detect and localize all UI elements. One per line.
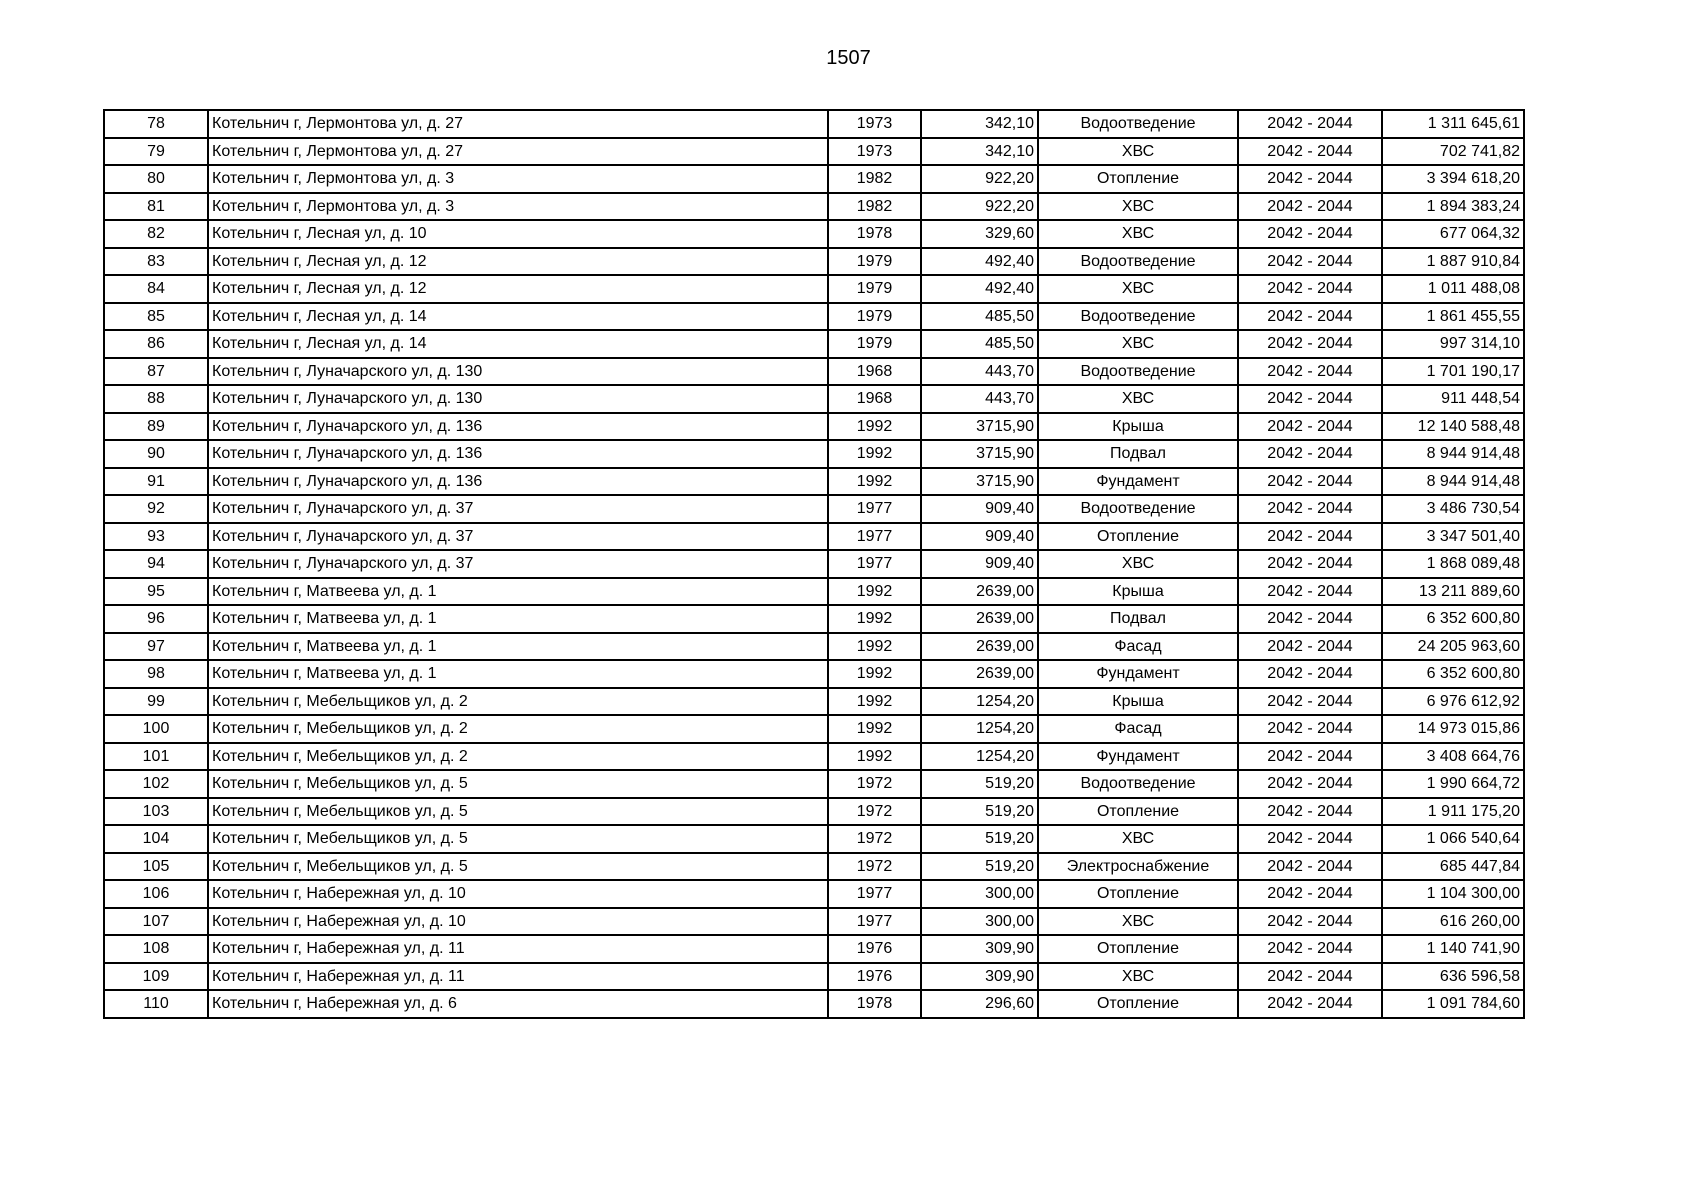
address-cell: Котельнич г, Лермонтова ул, д. 27 (208, 110, 828, 138)
address-cell: Котельнич г, Луначарского ул, д. 136 (208, 413, 828, 441)
period-cell: 2042 - 2044 (1238, 798, 1382, 826)
cost-cell: 12 140 588,48 (1382, 413, 1524, 441)
period-cell: 2042 - 2044 (1238, 523, 1382, 551)
period-cell: 2042 - 2044 (1238, 715, 1382, 743)
work-type-cell: Крыша (1038, 578, 1238, 606)
row-number-cell: 90 (104, 440, 208, 468)
work-type-cell: Фундамент (1038, 660, 1238, 688)
address-cell: Котельнич г, Лесная ул, д. 12 (208, 248, 828, 276)
area-cell: 2639,00 (921, 605, 1038, 633)
cost-cell: 1 887 910,84 (1382, 248, 1524, 276)
address-cell: Котельнич г, Мебельщиков ул, д. 2 (208, 715, 828, 743)
work-type-cell: ХВС (1038, 550, 1238, 578)
period-cell: 2042 - 2044 (1238, 495, 1382, 523)
work-type-cell: Водоотведение (1038, 770, 1238, 798)
address-cell: Котельнич г, Мебельщиков ул, д. 5 (208, 825, 828, 853)
year-cell: 1977 (828, 908, 921, 936)
area-cell: 519,20 (921, 798, 1038, 826)
address-cell: Котельнич г, Луначарского ул, д. 37 (208, 550, 828, 578)
row-number-cell: 81 (104, 193, 208, 221)
table-row (104, 385, 1524, 413)
table-row (104, 413, 1524, 441)
table-row (104, 908, 1524, 936)
address-cell: Котельнич г, Луначарского ул, д. 136 (208, 440, 828, 468)
work-type-cell: Фасад (1038, 715, 1238, 743)
year-cell: 1973 (828, 110, 921, 138)
work-type-cell: Водоотведение (1038, 358, 1238, 386)
cost-cell: 14 973 015,86 (1382, 715, 1524, 743)
year-cell: 1979 (828, 275, 921, 303)
work-type-cell: Фасад (1038, 633, 1238, 661)
period-cell: 2042 - 2044 (1238, 853, 1382, 881)
period-cell: 2042 - 2044 (1238, 825, 1382, 853)
area-cell: 519,20 (921, 770, 1038, 798)
table-row (104, 853, 1524, 881)
address-cell: Котельнич г, Луначарского ул, д. 37 (208, 523, 828, 551)
table-row (104, 688, 1524, 716)
row-number-cell: 100 (104, 715, 208, 743)
cost-cell: 636 596,58 (1382, 963, 1524, 991)
period-cell: 2042 - 2044 (1238, 440, 1382, 468)
table-row (104, 110, 1524, 138)
row-number-cell: 106 (104, 880, 208, 908)
address-cell: Котельнич г, Лесная ул, д. 14 (208, 303, 828, 331)
row-number-cell: 93 (104, 523, 208, 551)
row-number-cell: 79 (104, 138, 208, 166)
year-cell: 1978 (828, 220, 921, 248)
table-row (104, 660, 1524, 688)
cost-cell: 1 011 488,08 (1382, 275, 1524, 303)
period-cell: 2042 - 2044 (1238, 330, 1382, 358)
address-cell: Котельнич г, Набережная ул, д. 11 (208, 935, 828, 963)
area-cell: 485,50 (921, 303, 1038, 331)
period-cell: 2042 - 2044 (1238, 633, 1382, 661)
period-cell: 2042 - 2044 (1238, 743, 1382, 771)
row-number-cell: 108 (104, 935, 208, 963)
work-type-cell: ХВС (1038, 908, 1238, 936)
address-cell: Котельнич г, Мебельщиков ул, д. 5 (208, 798, 828, 826)
row-number-cell: 109 (104, 963, 208, 991)
area-cell: 492,40 (921, 275, 1038, 303)
cost-cell: 1 894 383,24 (1382, 193, 1524, 221)
area-cell: 3715,90 (921, 413, 1038, 441)
area-cell: 3715,90 (921, 440, 1038, 468)
period-cell: 2042 - 2044 (1238, 110, 1382, 138)
area-cell: 300,00 (921, 908, 1038, 936)
area-cell: 485,50 (921, 330, 1038, 358)
year-cell: 1979 (828, 330, 921, 358)
period-cell: 2042 - 2044 (1238, 138, 1382, 166)
cost-cell: 1 140 741,90 (1382, 935, 1524, 963)
row-number-cell: 84 (104, 275, 208, 303)
area-cell: 3715,90 (921, 468, 1038, 496)
address-cell: Котельнич г, Луначарского ул, д. 130 (208, 385, 828, 413)
period-cell: 2042 - 2044 (1238, 248, 1382, 276)
year-cell: 1978 (828, 990, 921, 1018)
year-cell: 1992 (828, 605, 921, 633)
area-cell: 909,40 (921, 550, 1038, 578)
period-cell: 2042 - 2044 (1238, 990, 1382, 1018)
table-row (104, 248, 1524, 276)
year-cell: 1973 (828, 138, 921, 166)
row-number-cell: 83 (104, 248, 208, 276)
address-cell: Котельнич г, Мебельщиков ул, д. 2 (208, 688, 828, 716)
address-cell: Котельнич г, Мебельщиков ул, д. 2 (208, 743, 828, 771)
page-number: 1507 (826, 47, 871, 69)
work-type-cell: Отопление (1038, 523, 1238, 551)
year-cell: 1977 (828, 523, 921, 551)
row-number-cell: 105 (104, 853, 208, 881)
year-cell: 1977 (828, 880, 921, 908)
area-cell: 2639,00 (921, 633, 1038, 661)
cost-cell: 8 944 914,48 (1382, 468, 1524, 496)
work-type-cell: ХВС (1038, 385, 1238, 413)
cost-cell: 1 311 645,61 (1382, 110, 1524, 138)
table-row (104, 880, 1524, 908)
work-type-cell: Водоотведение (1038, 110, 1238, 138)
year-cell: 1972 (828, 798, 921, 826)
year-cell: 1977 (828, 495, 921, 523)
work-type-cell: Подвал (1038, 440, 1238, 468)
address-cell: Котельнич г, Набережная ул, д. 10 (208, 880, 828, 908)
year-cell: 1992 (828, 468, 921, 496)
period-cell: 2042 - 2044 (1238, 688, 1382, 716)
year-cell: 1976 (828, 963, 921, 991)
cost-cell: 616 260,00 (1382, 908, 1524, 936)
period-cell: 2042 - 2044 (1238, 880, 1382, 908)
period-cell: 2042 - 2044 (1238, 908, 1382, 936)
cost-cell: 702 741,82 (1382, 138, 1524, 166)
table-row (104, 633, 1524, 661)
row-number-cell: 91 (104, 468, 208, 496)
work-type-cell: Отопление (1038, 880, 1238, 908)
row-number-cell: 92 (104, 495, 208, 523)
address-cell: Котельнич г, Лесная ул, д. 10 (208, 220, 828, 248)
table-row (104, 303, 1524, 331)
period-cell: 2042 - 2044 (1238, 303, 1382, 331)
year-cell: 1968 (828, 385, 921, 413)
address-cell: Котельнич г, Луначарского ул, д. 130 (208, 358, 828, 386)
work-type-cell: Крыша (1038, 413, 1238, 441)
area-cell: 492,40 (921, 248, 1038, 276)
area-cell: 342,10 (921, 138, 1038, 166)
work-type-cell: ХВС (1038, 963, 1238, 991)
work-type-cell: Отопление (1038, 935, 1238, 963)
address-cell: Котельнич г, Набережная ул, д. 10 (208, 908, 828, 936)
cost-cell: 6 352 600,80 (1382, 605, 1524, 633)
table-row (104, 275, 1524, 303)
year-cell: 1992 (828, 633, 921, 661)
address-cell: Котельнич г, Лермонтова ул, д. 27 (208, 138, 828, 166)
work-type-cell: Отопление (1038, 990, 1238, 1018)
year-cell: 1992 (828, 660, 921, 688)
table-row (104, 358, 1524, 386)
cost-cell: 1 911 175,20 (1382, 798, 1524, 826)
year-cell: 1972 (828, 853, 921, 881)
year-cell: 1992 (828, 413, 921, 441)
area-cell: 922,20 (921, 193, 1038, 221)
work-type-cell: Фундамент (1038, 743, 1238, 771)
cost-cell: 3 408 664,76 (1382, 743, 1524, 771)
table-row (104, 770, 1524, 798)
work-type-cell: ХВС (1038, 825, 1238, 853)
address-cell: Котельнич г, Луначарского ул, д. 136 (208, 468, 828, 496)
cost-cell: 997 314,10 (1382, 330, 1524, 358)
cost-cell: 3 347 501,40 (1382, 523, 1524, 551)
area-cell: 443,70 (921, 385, 1038, 413)
address-cell: Котельнич г, Лермонтова ул, д. 3 (208, 193, 828, 221)
register-table (103, 109, 1525, 1019)
year-cell: 1992 (828, 688, 921, 716)
work-type-cell: ХВС (1038, 193, 1238, 221)
work-type-cell: ХВС (1038, 220, 1238, 248)
period-cell: 2042 - 2044 (1238, 165, 1382, 193)
cost-cell: 911 448,54 (1382, 385, 1524, 413)
row-number-cell: 80 (104, 165, 208, 193)
year-cell: 1982 (828, 193, 921, 221)
table-row (104, 798, 1524, 826)
row-number-cell: 89 (104, 413, 208, 441)
row-number-cell: 95 (104, 578, 208, 606)
table-row (104, 440, 1524, 468)
address-cell: Котельнич г, Лесная ул, д. 12 (208, 275, 828, 303)
work-type-cell: Отопление (1038, 165, 1238, 193)
period-cell: 2042 - 2044 (1238, 468, 1382, 496)
year-cell: 1977 (828, 550, 921, 578)
address-cell: Котельнич г, Луначарского ул, д. 37 (208, 495, 828, 523)
work-type-cell: Водоотведение (1038, 495, 1238, 523)
address-cell: Котельнич г, Матвеева ул, д. 1 (208, 633, 828, 661)
row-number-cell: 110 (104, 990, 208, 1018)
row-number-cell: 99 (104, 688, 208, 716)
address-cell: Котельнич г, Набережная ул, д. 11 (208, 963, 828, 991)
table-row (104, 193, 1524, 221)
area-cell: 1254,20 (921, 688, 1038, 716)
period-cell: 2042 - 2044 (1238, 275, 1382, 303)
row-number-cell: 87 (104, 358, 208, 386)
area-cell: 1254,20 (921, 715, 1038, 743)
cost-cell: 1 990 664,72 (1382, 770, 1524, 798)
address-cell: Котельнич г, Лермонтова ул, д. 3 (208, 165, 828, 193)
table-row (104, 330, 1524, 358)
period-cell: 2042 - 2044 (1238, 770, 1382, 798)
work-type-cell: Отопление (1038, 798, 1238, 826)
table-row (104, 578, 1524, 606)
area-cell: 909,40 (921, 523, 1038, 551)
table-row (104, 550, 1524, 578)
cost-cell: 3 394 618,20 (1382, 165, 1524, 193)
row-number-cell: 78 (104, 110, 208, 138)
area-cell: 296,60 (921, 990, 1038, 1018)
cost-cell: 8 944 914,48 (1382, 440, 1524, 468)
cost-cell: 1 104 300,00 (1382, 880, 1524, 908)
work-type-cell: ХВС (1038, 275, 1238, 303)
cost-cell: 24 205 963,60 (1382, 633, 1524, 661)
area-cell: 519,20 (921, 853, 1038, 881)
area-cell: 909,40 (921, 495, 1038, 523)
address-cell: Котельнич г, Матвеева ул, д. 1 (208, 578, 828, 606)
table-row (104, 138, 1524, 166)
table-row (104, 523, 1524, 551)
year-cell: 1982 (828, 165, 921, 193)
table-row (104, 715, 1524, 743)
area-cell: 2639,00 (921, 660, 1038, 688)
period-cell: 2042 - 2044 (1238, 578, 1382, 606)
cost-cell: 1 091 784,60 (1382, 990, 1524, 1018)
cost-cell: 677 064,32 (1382, 220, 1524, 248)
period-cell: 2042 - 2044 (1238, 660, 1382, 688)
area-cell: 329,60 (921, 220, 1038, 248)
year-cell: 1968 (828, 358, 921, 386)
row-number-cell: 97 (104, 633, 208, 661)
period-cell: 2042 - 2044 (1238, 358, 1382, 386)
period-cell: 2042 - 2044 (1238, 963, 1382, 991)
row-number-cell: 82 (104, 220, 208, 248)
row-number-cell: 103 (104, 798, 208, 826)
area-cell: 1254,20 (921, 743, 1038, 771)
cost-cell: 1 066 540,64 (1382, 825, 1524, 853)
period-cell: 2042 - 2044 (1238, 605, 1382, 633)
area-cell: 443,70 (921, 358, 1038, 386)
register-body (104, 110, 1524, 1018)
work-type-cell: Подвал (1038, 605, 1238, 633)
year-cell: 1992 (828, 578, 921, 606)
year-cell: 1992 (828, 715, 921, 743)
work-type-cell: Крыша (1038, 688, 1238, 716)
cost-cell: 1 701 190,17 (1382, 358, 1524, 386)
area-cell: 2639,00 (921, 578, 1038, 606)
address-cell: Котельнич г, Матвеева ул, д. 1 (208, 605, 828, 633)
address-cell: Котельнич г, Лесная ул, д. 14 (208, 330, 828, 358)
table-row (104, 165, 1524, 193)
row-number-cell: 86 (104, 330, 208, 358)
period-cell: 2042 - 2044 (1238, 935, 1382, 963)
table-row (104, 605, 1524, 633)
table-row (104, 935, 1524, 963)
table-row (104, 468, 1524, 496)
area-cell: 922,20 (921, 165, 1038, 193)
row-number-cell: 94 (104, 550, 208, 578)
row-number-cell: 98 (104, 660, 208, 688)
cost-cell: 6 976 612,92 (1382, 688, 1524, 716)
work-type-cell: Водоотведение (1038, 248, 1238, 276)
table-row (104, 963, 1524, 991)
year-cell: 1979 (828, 303, 921, 331)
address-cell: Котельнич г, Мебельщиков ул, д. 5 (208, 770, 828, 798)
area-cell: 309,90 (921, 935, 1038, 963)
row-number-cell: 85 (104, 303, 208, 331)
table-row (104, 825, 1524, 853)
row-number-cell: 104 (104, 825, 208, 853)
cost-cell: 3 486 730,54 (1382, 495, 1524, 523)
row-number-cell: 102 (104, 770, 208, 798)
row-number-cell: 107 (104, 908, 208, 936)
year-cell: 1979 (828, 248, 921, 276)
work-type-cell: Водоотведение (1038, 303, 1238, 331)
cost-cell: 13 211 889,60 (1382, 578, 1524, 606)
area-cell: 309,90 (921, 963, 1038, 991)
row-number-cell: 88 (104, 385, 208, 413)
address-cell: Котельнич г, Мебельщиков ул, д. 5 (208, 853, 828, 881)
period-cell: 2042 - 2044 (1238, 220, 1382, 248)
row-number-cell: 96 (104, 605, 208, 633)
area-cell: 300,00 (921, 880, 1038, 908)
cost-cell: 6 352 600,80 (1382, 660, 1524, 688)
period-cell: 2042 - 2044 (1238, 413, 1382, 441)
work-type-cell: ХВС (1038, 138, 1238, 166)
row-number-cell: 101 (104, 743, 208, 771)
cost-cell: 1 861 455,55 (1382, 303, 1524, 331)
work-type-cell: Фундамент (1038, 468, 1238, 496)
year-cell: 1972 (828, 825, 921, 853)
address-cell: Котельнич г, Матвеева ул, д. 1 (208, 660, 828, 688)
year-cell: 1972 (828, 770, 921, 798)
table-row (104, 990, 1524, 1018)
area-cell: 342,10 (921, 110, 1038, 138)
work-type-cell: Электроснабжение (1038, 853, 1238, 881)
table-row (104, 220, 1524, 248)
year-cell: 1992 (828, 743, 921, 771)
area-cell: 519,20 (921, 825, 1038, 853)
table-row (104, 495, 1524, 523)
year-cell: 1992 (828, 440, 921, 468)
year-cell: 1976 (828, 935, 921, 963)
period-cell: 2042 - 2044 (1238, 550, 1382, 578)
cost-cell: 1 868 089,48 (1382, 550, 1524, 578)
cost-cell: 685 447,84 (1382, 853, 1524, 881)
work-type-cell: ХВС (1038, 330, 1238, 358)
table-row (104, 743, 1524, 771)
period-cell: 2042 - 2044 (1238, 385, 1382, 413)
period-cell: 2042 - 2044 (1238, 193, 1382, 221)
address-cell: Котельнич г, Набережная ул, д. 6 (208, 990, 828, 1018)
